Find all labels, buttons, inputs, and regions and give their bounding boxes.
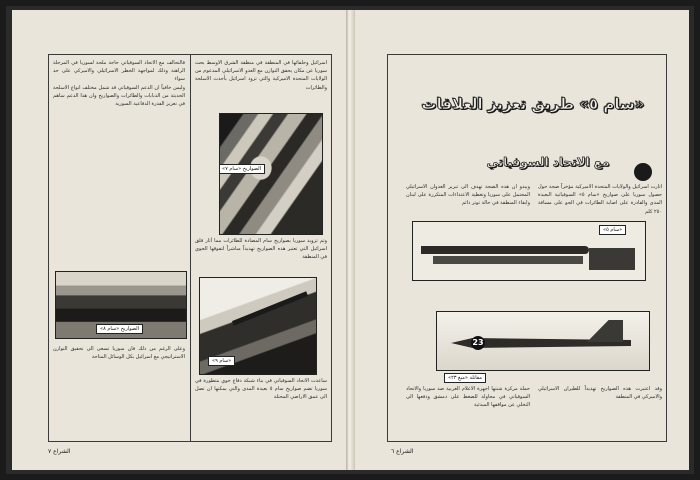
article-paragraph: وليس خافياً ان الدعم السوفياتي قد شمل مختلف انواع الاسلحة الحديثة من الدبابات والطائرات والصواريخ وان هذا الدعم ساهم في تعزيز القدرة الدفاعية السورية <box>53 84 185 108</box>
photo-caption: «سام ٩» <box>208 356 235 366</box>
tank-gun-photo <box>199 277 317 375</box>
article-paragraph: اثارت اسرائيل والولايات المتحدة الاميركية مؤخراً ضجة حول حصول سوريا على صواريخ «سام ٥» السوفياتية البعيدة المدى والقادرة على اصابة الطائرات في الجو على مسافة ٢٥٠ كلم <box>538 184 662 215</box>
missile-shape <box>421 246 589 254</box>
missile-closeup-photo <box>219 113 323 235</box>
article-paragraph: وعلى الرغم من ذلك فان سوريا تسعى الى تحقيق التوازن الاستراتيجي مع اسرائيل بكل الوسائل المتاحة <box>53 346 185 361</box>
jet-tail-shape <box>587 320 623 342</box>
article-text-block <box>538 385 662 437</box>
article-paragraph: ساعدت الاتحاد السوفياتي في بناء شبكة دفاع جوي متطورة في سوريا تضم صواريخ سام ٥ بعيدة المدى والتي يمكنها ان تصل الى عمق الاراضي المحتلة <box>195 378 327 401</box>
right-page <box>354 10 689 470</box>
page-footer: الشراع ٦ <box>391 448 414 455</box>
truck-cab-shape <box>589 248 635 270</box>
column-divider <box>190 55 191 441</box>
jet-number-badge: 23 <box>471 336 485 350</box>
trailer-shape <box>433 256 583 264</box>
article-text-block <box>406 385 530 437</box>
photo-caption: الصواريخ «سام ٨» <box>96 324 143 334</box>
article-text-block <box>195 59 327 111</box>
article-text-block <box>538 183 662 219</box>
gun-barrel-shape <box>232 291 308 326</box>
page-footer: الشراع ٧ <box>48 448 71 455</box>
magazine-logo-icon <box>634 163 652 181</box>
article-paragraph: اسرائيل وحلفائها في المنطقة في منطقة الشرق الاوسط بحث سوريا عن مكان يحقق التوازن مع العدو الاسرائيلي المدعوم من الولايات المتحدة الاميركية والتي تزود اسرائيل بأحدث الاسلحة والطائرات <box>195 60 327 91</box>
article-paragraph: ويبدو ان هذه الضجة تهدف الى تبرير العدوان الاسرائيلي المحتمل على سوريا وتغطية الاعتداءات المتكررة على لبنان وابقاء المنطقة في حالة توتر دائم <box>406 184 530 207</box>
article-paragraph: فالتحالف مع الاتحاد السوفياتي حاجة ملحة لسوريا في المرحلة الراهنة وذلك لمواجهة الخطر الاسرائيلي والاميركي على حد سواء <box>53 60 185 83</box>
article-text-block <box>53 59 185 209</box>
article-paragraph: حملة مركزة شنتها اجهزة الاعلام الغربية ضد سوريا والاتحاد السوفياتي في محاولة للضغط على دمشق ودفعها الى التخلي عن مواقفها المبدئية <box>406 386 530 409</box>
launcher-vehicle-photo <box>55 271 187 339</box>
article-text-block <box>195 377 327 437</box>
article-text-block <box>406 183 530 219</box>
photo-caption: الصواريخ «سام ٧» <box>219 164 265 174</box>
left-page-frame <box>48 54 332 442</box>
missile-launcher-truck-photo <box>412 221 646 281</box>
photo-caption: «سام ٥» <box>599 225 626 235</box>
article-paragraph: وقد اعتبرت هذه الصواريخ تهديداً للطيران الاسرائيلي والاميركي في المنطقة <box>538 386 662 401</box>
fighter-jet-photo <box>436 311 650 371</box>
photo-caption: مقاتلة «ميغ ٢٣» <box>444 373 486 383</box>
article-paragraph: وتم تزويد سوريا بصواريخ سام المضادة للطائرات مما أثار قلق اسرائيل التي تعتبر هذه الصواريخ تهديداً مباشراً لتفوقها الجوي في المنطقة <box>195 238 327 261</box>
article-subhead: مع الاتحاد السوفياتي <box>486 155 610 169</box>
article-headline: «سام ٥» طريق تعزيز العلاقات <box>421 95 645 113</box>
article-text-block <box>53 345 185 437</box>
article-text-block <box>195 237 327 275</box>
magazine-spread <box>6 6 694 474</box>
page-gutter <box>346 10 354 470</box>
right-page-frame <box>387 54 667 442</box>
left-page <box>12 10 347 470</box>
